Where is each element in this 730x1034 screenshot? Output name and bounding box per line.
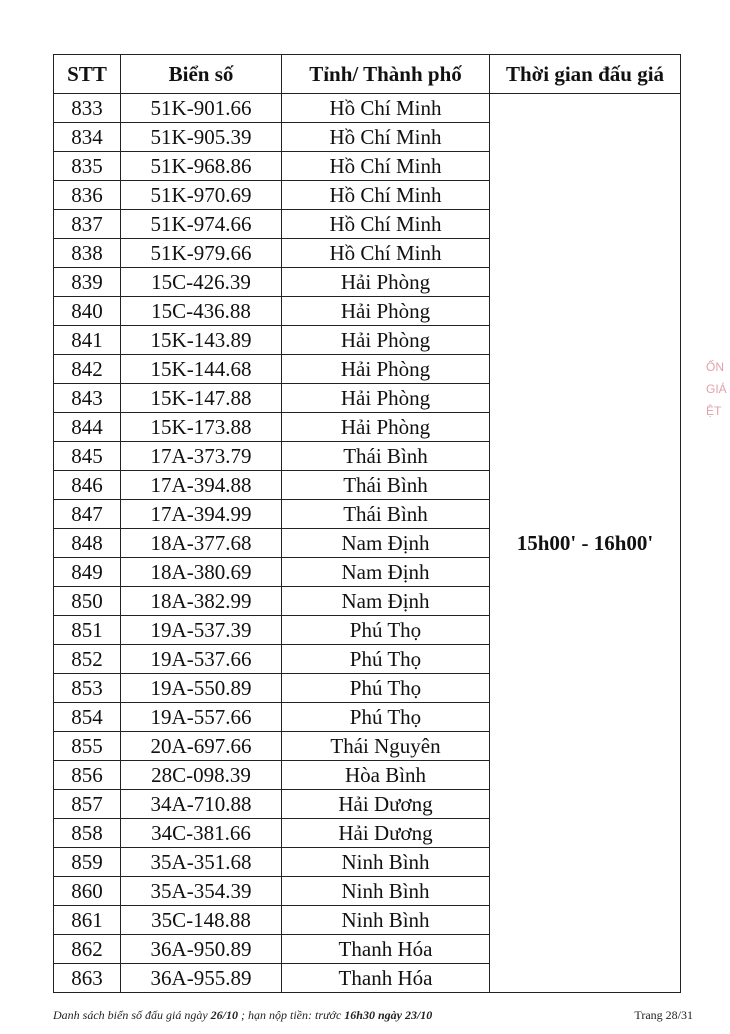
- province-cell: Ninh Bình: [282, 877, 490, 906]
- header-plate: Biển số: [121, 55, 282, 94]
- stt-cell: 844: [54, 413, 121, 442]
- plate-cell: 18A-377.68: [121, 529, 282, 558]
- province-cell: Hải Phòng: [282, 297, 490, 326]
- plate-cell: 19A-537.39: [121, 616, 282, 645]
- province-cell: Hải Phòng: [282, 326, 490, 355]
- province-cell: Thái Bình: [282, 442, 490, 471]
- plate-cell: 51K-970.69: [121, 181, 282, 210]
- province-cell: Ninh Bình: [282, 906, 490, 935]
- stt-cell: 843: [54, 384, 121, 413]
- footer-date: 26/10: [210, 1008, 238, 1022]
- plate-cell: 51K-968.86: [121, 152, 282, 181]
- stt-cell: 839: [54, 268, 121, 297]
- footer-prefix: Danh sách biển số đấu giá ngày: [53, 1008, 211, 1022]
- province-cell: Ninh Bình: [282, 848, 490, 877]
- stt-cell: 846: [54, 471, 121, 500]
- table-body: [54, 94, 681, 993]
- province-cell: Thái Bình: [282, 471, 490, 500]
- stt-cell: 836: [54, 181, 121, 210]
- province-cell: Thái Nguyên: [282, 732, 490, 761]
- plate-cell: 15K-147.88: [121, 384, 282, 413]
- stamp-text: ỐN: [706, 360, 724, 374]
- plate-cell: 34A-710.88: [121, 790, 282, 819]
- province-cell: Hồ Chí Minh: [282, 239, 490, 268]
- footer-deadline: 16h30 ngày 23/10: [344, 1008, 433, 1022]
- province-cell: Hải Phòng: [282, 355, 490, 384]
- stt-cell: 847: [54, 500, 121, 529]
- province-cell: Hồ Chí Minh: [282, 181, 490, 210]
- province-cell: Phú Thọ: [282, 674, 490, 703]
- province-cell: Hải Dương: [282, 819, 490, 848]
- stt-cell: 851: [54, 616, 121, 645]
- stt-cell: 842: [54, 355, 121, 384]
- plate-cell: 15K-144.68: [121, 355, 282, 384]
- plate-cell: 34C-381.66: [121, 819, 282, 848]
- plate-cell: 51K-979.66: [121, 239, 282, 268]
- plate-cell: 17A-373.79: [121, 442, 282, 471]
- stt-cell: 856: [54, 761, 121, 790]
- stt-cell: 841: [54, 326, 121, 355]
- province-cell: Phú Thọ: [282, 703, 490, 732]
- province-cell: Thanh Hóa: [282, 935, 490, 964]
- plate-cell: 17A-394.99: [121, 500, 282, 529]
- stt-cell: 859: [54, 848, 121, 877]
- plate-cell: 35C-148.88: [121, 906, 282, 935]
- stt-cell: 837: [54, 210, 121, 239]
- plate-cell: 18A-380.69: [121, 558, 282, 587]
- stamp-text: GIÁ: [706, 382, 727, 396]
- province-cell: Hòa Bình: [282, 761, 490, 790]
- province-cell: Hải Phòng: [282, 413, 490, 442]
- plate-cell: 36A-950.89: [121, 935, 282, 964]
- plate-cell: 51K-901.66: [121, 94, 282, 123]
- province-cell: Phú Thọ: [282, 645, 490, 674]
- province-cell: Hồ Chí Minh: [282, 152, 490, 181]
- auction-plate-table: [53, 54, 681, 993]
- stt-cell: 855: [54, 732, 121, 761]
- province-cell: Hải Phòng: [282, 268, 490, 297]
- plate-cell: 19A-550.89: [121, 674, 282, 703]
- stt-cell: 838: [54, 239, 121, 268]
- header-auction-time: Thời gian đấu giá: [490, 55, 681, 94]
- plate-cell: 36A-955.89: [121, 964, 282, 993]
- province-cell: Thanh Hóa: [282, 964, 490, 993]
- plate-cell: 15K-143.89: [121, 326, 282, 355]
- province-cell: Hải Dương: [282, 790, 490, 819]
- stt-cell: 833: [54, 94, 121, 123]
- province-cell: Hồ Chí Minh: [282, 123, 490, 152]
- plate-cell: 19A-557.66: [121, 703, 282, 732]
- stt-cell: 853: [54, 674, 121, 703]
- table-row: [54, 94, 681, 123]
- plate-cell: 17A-394.88: [121, 471, 282, 500]
- province-cell: Hải Phòng: [282, 384, 490, 413]
- stt-cell: 854: [54, 703, 121, 732]
- stt-cell: 840: [54, 297, 121, 326]
- plate-cell: 15C-426.39: [121, 268, 282, 297]
- province-cell: Hồ Chí Minh: [282, 210, 490, 239]
- auction-time-cell: 15h00' - 16h00': [490, 94, 681, 993]
- plate-cell: 28C-098.39: [121, 761, 282, 790]
- stt-cell: 860: [54, 877, 121, 906]
- stt-cell: 850: [54, 587, 121, 616]
- stt-cell: 852: [54, 645, 121, 674]
- plate-cell: 18A-382.99: [121, 587, 282, 616]
- stt-cell: 849: [54, 558, 121, 587]
- plate-cell: 51K-974.66: [121, 210, 282, 239]
- stt-cell: 863: [54, 964, 121, 993]
- province-cell: Nam Định: [282, 558, 490, 587]
- page-footer: [53, 1008, 693, 1023]
- province-cell: Phú Thọ: [282, 616, 490, 645]
- stt-cell: 848: [54, 529, 121, 558]
- plate-cell: 15C-436.88: [121, 297, 282, 326]
- stt-cell: 845: [54, 442, 121, 471]
- plate-cell: 35A-354.39: [121, 877, 282, 906]
- header-province: Tỉnh/ Thành phố: [282, 55, 490, 94]
- province-cell: Hồ Chí Minh: [282, 94, 490, 123]
- province-cell: Nam Định: [282, 529, 490, 558]
- stt-cell: 857: [54, 790, 121, 819]
- plate-cell: 51K-905.39: [121, 123, 282, 152]
- table-header-row: [54, 55, 681, 94]
- header-stt: STT: [54, 55, 121, 94]
- plate-cell: 19A-537.66: [121, 645, 282, 674]
- stt-cell: 834: [54, 123, 121, 152]
- stt-cell: 862: [54, 935, 121, 964]
- red-stamp-fragment: [706, 360, 730, 490]
- plate-cell: 20A-697.66: [121, 732, 282, 761]
- province-cell: Nam Định: [282, 587, 490, 616]
- stt-cell: 861: [54, 906, 121, 935]
- stamp-text: ỆT: [706, 404, 722, 418]
- plate-cell: 15K-173.88: [121, 413, 282, 442]
- stt-cell: 835: [54, 152, 121, 181]
- stt-cell: 858: [54, 819, 121, 848]
- plate-cell: 35A-351.68: [121, 848, 282, 877]
- province-cell: Thái Bình: [282, 500, 490, 529]
- page-number: Trang 28/31: [634, 1008, 693, 1022]
- footer-middle: ; hạn nộp tiền: trước: [238, 1008, 345, 1022]
